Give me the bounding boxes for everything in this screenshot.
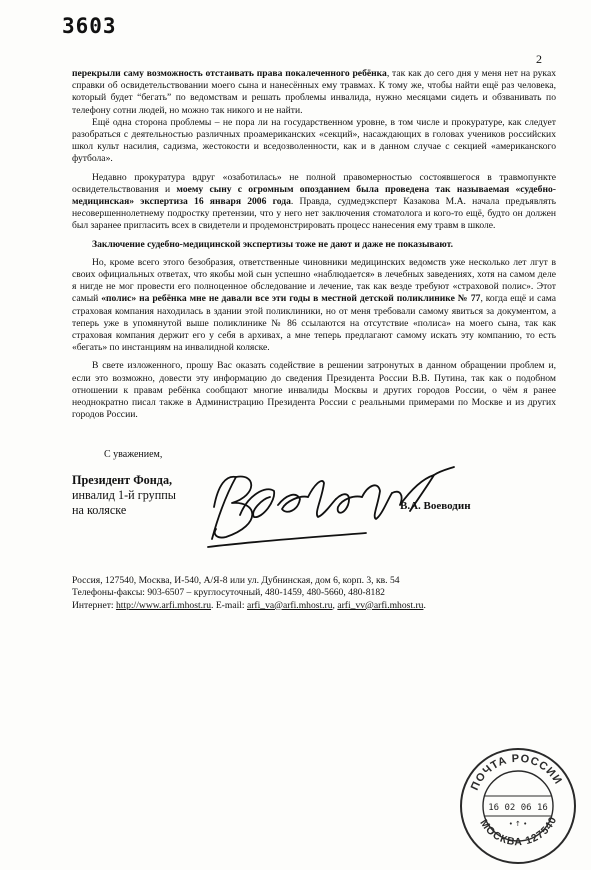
emphasis: «полис» на ребёнка мне не давали все эти годы в местной детской поликлинике № 77 [101,293,481,305]
signer-name: В.А. Воеводин [400,500,471,512]
internet-label: Интернет: [72,599,116,611]
postmark-stamp [455,742,580,867]
postmark-mark: • ↑ • [508,820,528,828]
phone-fax: Телефоны-факсы: 903-6507 – круглосуточный, 480-1459, 480-5660, 480-8182 [72,587,385,599]
paragraph-3 [72,172,556,233]
text: Но, кроме всего этого безобразия, ответственные чиновники медицинских ведомств уже несколько лет лгут в своих официальных ответах, что якобы мой сын успешно «наблюдается» в лечебных заведениях, хотя на самом деле я нигде не мог провести его полноценное обследование и лечение, так как везде требуют «страховой полис». Этот самый [72,256,556,305]
text: . Правда, судмедэксперт Казакова М.А. начала предъявлять несовершеннолетнему подростку претензии, что у него нет заключения стоматолога и кого-то ещё, будто он должен был заранее пригласить всех в свидетели и продемонстрировать процесс нанесения ему травм в школе. [72,196,557,232]
page-number: 2 [536,52,542,66]
text: , так как до сего дня у меня нет на руках справки об освидетельствовании моего сына и нанесённых ему травмах. К тому же, чтобы найти ещё раз человека, который будет “бегать” по ведомствам и решать проблемы инвалида, нужно месяцами сидеть и обзванивать по телефону сотни людей, но можно так никого и не найти. [72,68,556,116]
signer-title-block [72,473,176,518]
signer-line-3: на коляске [72,503,127,517]
postal-address: Россия, 127540, Москва, И-540, А/Я-8 или ул. Дубнинская, дом 6, корп. 3, кв. 54 [72,575,400,586]
internet-line [72,600,562,612]
end-mark: . [423,599,426,611]
email-link-2[interactable]: arfi_vv@arfi.mhost.ru [337,599,424,611]
text: Недавно прокуратура вдруг «озаботилась» не полной правомерностью состоявшегося в травмопункте освидетельствования и [72,171,556,195]
paragraph-1 [72,68,556,117]
emphasis: Заключение судебно-медицинской экспертизы тоже не дают и даже не показывают. [92,238,454,250]
emphasis: перекрыли саму возможность отстаивать права покалеченного ребёнка [72,68,387,79]
website-link[interactable]: http://www.arfi.mhost.ru [115,599,212,611]
paragraph-6: В свете изложенного, прошу Вас оказать содействие в решении затронутых в данном обращении проблем и, если это возможно, довести эту информацию до сведения Президента России В.В. Путина, так как о подобном отношении к правам ребёнка сообщают многие инвалиды Москвы и других городов России, о чём я ранее неоднократно писал также в Администрацию Президента России с реальными примерами по Москве и из других городов России. [72,360,556,421]
paragraph-4 [72,239,556,251]
emphasis: моему сыну с огромным опозданием была проведена так называемая «судебно-медицинская» экспертиза 16 января 2006 года [72,183,556,208]
paragraph-2: Ещё одна сторона проблемы – не пора ли на государственном уровне, в том числе и прокуратуре, как следует разобраться с деятельностью различных проамериканских «секций», насаждающих в головах учеников российских школ культ насилия, садизма, жестокости и вседозволенности, как и в данном случае с секцией «американского футбола». [72,116,556,165]
separator: , [332,599,338,611]
postmark-date: 16 02 06 16 [488,803,548,813]
signer-title: Президент Фонда, [72,473,173,487]
postmark-bottom-text: МОСКВА 127540 [477,814,560,849]
letter-body [72,68,556,421]
signer-line-2: инвалид 1-й группы [72,488,176,502]
email-link-1[interactable]: arfi_va@arfi.mhost.ru [246,599,333,611]
letter-footer [72,575,562,612]
email-label: . E-mail: [211,599,247,611]
closing-regards: С уважением, [104,449,163,460]
text: , когда ещё и сама страховая компания находилась в здании этой поликлиники, но от меня требовали самому явиться за документом, а теперь уже в упомянутой выше поликлинике № 86 ссылаются на отсутствие «полиса» на моего сына, так как страховая компания держит его у себя в архивах, а мне теперь предлагают самому искать эту компанию, то есть «бегать» по инстанциям на инвалидной коляске. [72,293,557,354]
postmark-top-text: ПОЧТА РОССИИ [468,752,565,793]
registration-number: 3603 [62,14,117,38]
paragraph-5 [72,257,556,355]
